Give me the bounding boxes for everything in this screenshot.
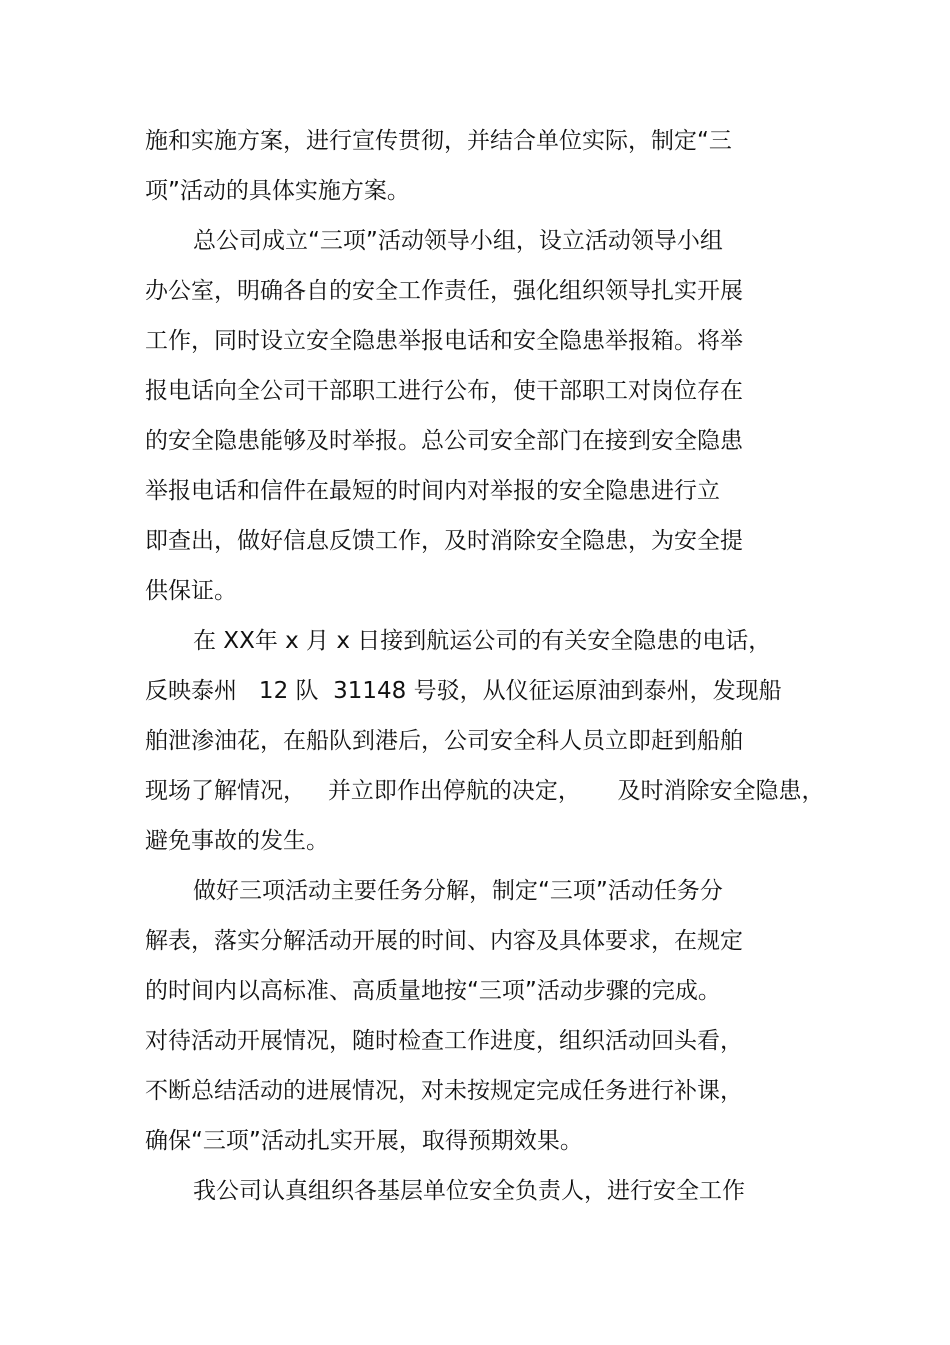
paragraph-line: 反映泰州 12 队 31148 号驳，从仪征运原油到泰州，发现船 — [145, 678, 782, 704]
paragraph-line: 在 XX年 x 月 x 日接到航运公司的有关安全隐患的电话， — [193, 628, 772, 654]
paragraph-line: 解表，落实分解活动开展的时间、内容及具体要求，在规定 — [145, 928, 743, 954]
paragraph-line: 确保“三项”活动扎实开展，取得预期效果。 — [145, 1128, 583, 1154]
paragraph-line: 做好三项活动主要任务分解，制定“三项”活动任务分 — [193, 878, 723, 904]
paragraph-line: 现场了解情况， 并立即作出停航的决定， 及时消除安全隐患， — [145, 778, 825, 804]
paragraph-line: 的安全隐患能够及时举报。总公司安全部门在接到安全隐患 — [145, 428, 743, 454]
paragraph-line: 即查出，做好信息反馈工作，及时消除安全隐患，为安全提 — [145, 528, 743, 554]
paragraph-line: 项”活动的具体实施方案。 — [145, 178, 410, 204]
paragraph-line: 不断总结活动的进展情况，对未按规定完成任务进行补课， — [145, 1078, 743, 1104]
paragraph-line: 供保证。 — [145, 578, 237, 604]
paragraph-line: 避免事故的发生。 — [145, 828, 329, 854]
paragraph-line: 总公司成立“三项”活动领导小组，设立活动领导小组 — [193, 228, 723, 254]
paragraph-line: 对待活动开展情况，随时检查工作进度，组织活动回头看， — [145, 1028, 743, 1054]
paragraph-line: 工作，同时设立安全隐患举报电话和安全隐患举报箱。将举 — [145, 328, 743, 354]
paragraph-line: 的时间内以高标准、高质量地按“三项”活动步骤的完成。 — [145, 978, 721, 1004]
paragraph-line: 施和实施方案，进行宣传贯彻，并结合单位实际，制定“三 — [145, 128, 732, 154]
paragraph-line: 舶泄渗油花，在船队到港后，公司安全科人员立即赶到船舶 — [145, 728, 743, 754]
paragraph-line: 我公司认真组织各基层单位安全负责人，进行安全工作 — [193, 1178, 745, 1204]
paragraph-line: 办公室，明确各自的安全工作责任，强化组织领导扎实开展 — [145, 278, 743, 304]
paragraph-line: 报电话向全公司干部职工进行公布，使干部职工对岗位存在 — [145, 378, 743, 404]
paragraph-line: 举报电话和信件在最短的时间内对举报的安全隐患进行立 — [145, 478, 720, 504]
